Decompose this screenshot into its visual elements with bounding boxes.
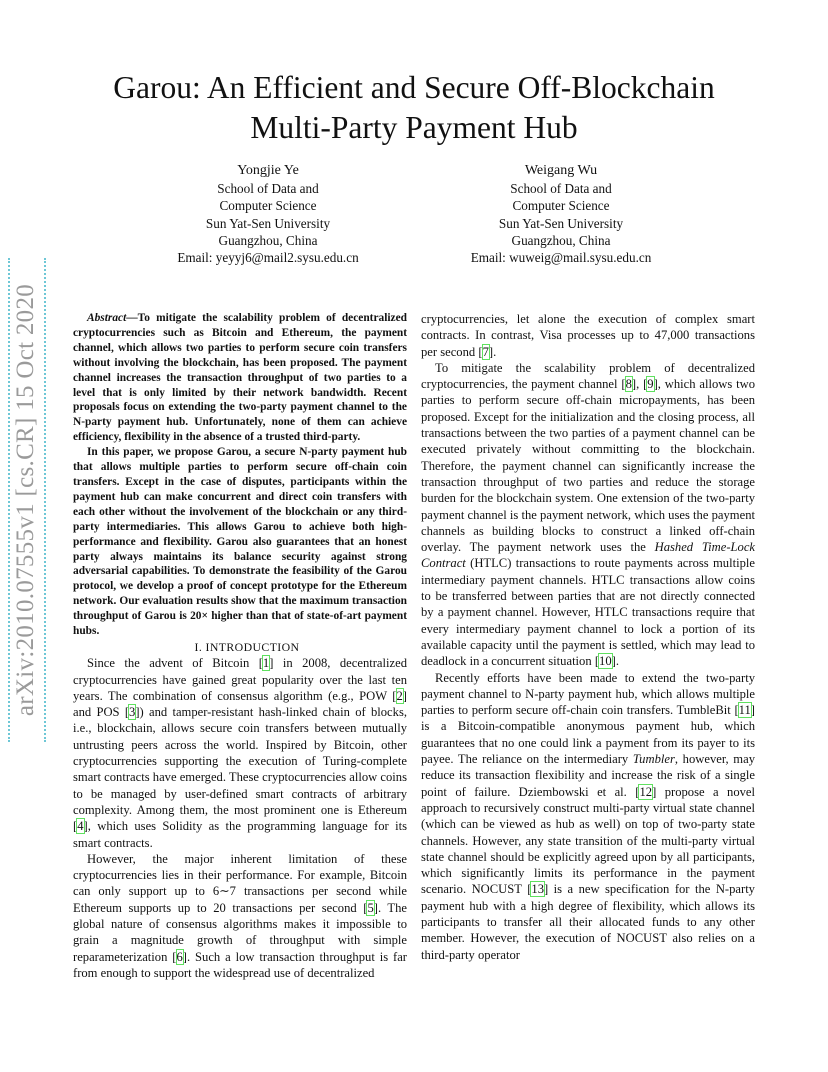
citation-number: 5 bbox=[367, 900, 374, 915]
author-name: Weigang Wu bbox=[524, 163, 598, 178]
intro-paragraph-3 bbox=[421, 311, 755, 360]
text-run: Recently efforts have been made to extend the two-party payment channel to N-party payment hub, which allows multiple parties to perform secure off-chain coin transfers. TumbleBit bbox=[421, 670, 755, 718]
text-run: and POS bbox=[73, 705, 125, 720]
section-heading-introduction: I. INTRODUCTION bbox=[194, 639, 300, 654]
citation-link[interactable] bbox=[734, 703, 755, 717]
emphasis-term: Tumbler bbox=[632, 752, 675, 767]
text-run: , bbox=[636, 377, 644, 392]
author-dept-line-1: School of Data and bbox=[510, 181, 612, 197]
title-line-2: Multi-Party Payment Hub bbox=[250, 110, 578, 145]
author-block-2 bbox=[421, 162, 701, 266]
citation-link[interactable] bbox=[73, 819, 88, 833]
text-run: (HTLC) transactions to route payments across multiple intermediary payment channels. HTLC transactions allow coins to be transferred between parties that are not directly connected by a payment channel. However, HTLC transactions require that every intermediary payment channel to lock a portion of its available capacity until the payment is settled, which may lead to deadlock in a concurrent situation bbox=[421, 556, 755, 669]
citation-link[interactable] bbox=[125, 705, 140, 719]
citation-number: 6 bbox=[176, 949, 183, 964]
title-line-1: Garou: An Efficient and Secure Off-Blockchain bbox=[113, 70, 715, 105]
abstract-label: Abstract bbox=[87, 312, 127, 324]
text-run: , which uses Solidity as the programming language for its smart contracts. bbox=[73, 819, 407, 850]
text-run: . Such a low transaction throughput is far from enough to support the widespread use of decentralized bbox=[73, 949, 407, 980]
citation-number: 4 bbox=[77, 819, 84, 834]
author-university: Sun Yat-Sen University bbox=[205, 215, 331, 231]
emphasis-term: Hashed Time-Lock Contract bbox=[421, 540, 755, 571]
left-column bbox=[73, 311, 407, 981]
citation-link[interactable] bbox=[363, 901, 378, 915]
citation-number: 11 bbox=[738, 703, 751, 718]
author-dept-line-2: Computer Science bbox=[219, 198, 317, 214]
citation-number: 12 bbox=[639, 784, 653, 799]
author-dept-line-2: Computer Science bbox=[512, 198, 610, 214]
text-run: is a Bitcoin-compatible anonymous payment hub, which guarantees that no one could link a payment from its payer to its payee. The reliance on the intermediary bbox=[421, 719, 755, 767]
text-run: . bbox=[615, 654, 619, 669]
text-run: . bbox=[493, 344, 497, 359]
right-column bbox=[421, 311, 755, 963]
text-run: propose a novel approach to recursively construct multi-party virtual state channel (which can be viewed as hub as well) on top of two-party state channels. However, any state transition of the multi-party virtual state channel should be explicitly agreed upon by all participants, which significantly limits its performance in the payment scenario. NOCUST bbox=[421, 784, 756, 897]
abstract-paragraph-1 bbox=[73, 311, 407, 445]
intro-paragraph-2 bbox=[73, 851, 407, 981]
citation-link[interactable] bbox=[621, 377, 636, 391]
arxiv-stamp bbox=[0, 250, 52, 750]
citation-link[interactable] bbox=[259, 656, 274, 670]
citation-number: 3 bbox=[129, 705, 136, 720]
citation-link[interactable] bbox=[392, 689, 407, 703]
citation-link[interactable] bbox=[172, 950, 187, 964]
citation-number: 10 bbox=[599, 654, 612, 669]
intro-paragraph-1 bbox=[73, 655, 407, 851]
author-name: Yongjie Ye bbox=[237, 163, 299, 178]
text-run: is a new specification for the N-party payment hub with a high degree of flexibility, which allows its participants to transfer all their allocated funds to any other member. However, the execution of NOCUST also relies on a third-party operator bbox=[421, 882, 755, 962]
citation-number: 2 bbox=[396, 688, 403, 703]
author-city: Guangzhou, China bbox=[511, 232, 611, 248]
text-run: in 2008, decentralized cryptocurrencies have gained great popularity over the last ten years. The combination of consensus algorithm (e.g., POW bbox=[73, 656, 407, 703]
intro-paragraph-4 bbox=[421, 360, 755, 670]
text-run: . The global nature of consensus algorithms makes it impossible to grain a magnitude growth of throughput with simple reparameterization bbox=[73, 900, 407, 964]
abstract-text-1: —To mitigate the scalability problem of decentralized cryptocurrencies such as Bitcoin and Ethereum, the payment channel, which allows two parties to perform secure coin transfers without involving the blockchain, has been proposed. The payment channel increases the transaction throughput of two parties to a level that is only limited by their network bandwidth. Recent proposals focus on extending the two-party payment channel to the N-party payment hub. Unfortunately, none of them can achieve efficiency, flexibility in the absence of a trusted third-party. bbox=[73, 312, 407, 444]
paper-title bbox=[60, 68, 768, 148]
citation-number: 7 bbox=[482, 344, 489, 359]
abstract-paragraph-2 bbox=[73, 445, 407, 639]
citation-link[interactable] bbox=[643, 377, 658, 391]
author-city: Guangzhou, China bbox=[218, 232, 318, 248]
citation-number: 8 bbox=[625, 377, 632, 392]
text-run: Since the advent of Bitcoin bbox=[87, 656, 259, 671]
citation-link[interactable] bbox=[595, 654, 616, 668]
arxiv-stamp-text[interactable]: arXiv:2010.07555v1 [cs.CR] 15 Oct 2020 bbox=[12, 283, 39, 717]
text-run: , which allows two parties to perform secure off-chain micropayments, has been proposed. Except for the initialization and the closing process, all transactions between the two parties of a payment channel can be executed privately without committing to the blockchain. Therefore, the payment channel can significantly increase the transaction throughput of two parties and reduce the storage burden for the blockchain system. One extension of the two-party payment channel is the payment network, which uses the payment channels as building blocks to construct a linked off-chain overlay. The payment network uses the bbox=[421, 377, 755, 555]
citation-link[interactable] bbox=[478, 345, 493, 359]
intro-paragraph-5 bbox=[421, 670, 755, 963]
author-email: Email: wuweig@mail.sysu.edu.cn bbox=[470, 250, 652, 266]
text-run: , however, may reduce its transaction flexibility and increase the risk of a single point of failure. Dziembowski et al. bbox=[421, 752, 755, 799]
abstract-text-2: In this paper, we propose Garou, a secure N-party payment hub that allows multiple parties to perform secure off-chain coin transfers. Except in the case of disputes, participants within the payment hub can make concurrent and direct coin transfers with each other without the involvement of the blockchain or any third-party intermediaries. This allows Garou to achieve both high-performance and flexibility. Garou also guarantees that an honest party always maintains its balance security against strong adversarial capabilities. To demonstrate the feasibility of the Garou protocol, we develop a proof of concept prototype for the Ethereum network. Our evaluation results show that the maximum transaction throughput of Garou is 20× higher than that of state-of-art payment hubs. bbox=[73, 446, 407, 638]
citation-number: 13 bbox=[531, 882, 544, 897]
citation-link[interactable] bbox=[635, 785, 656, 799]
text-run: cryptocurrencies, let alone the execution of complex smart contracts. In contrast, Visa processes up to 47,000 transactions per second bbox=[421, 312, 755, 359]
author-university: Sun Yat-Sen University bbox=[498, 215, 624, 231]
text-run: However, the major inherent limitation of these cryptocurrencies lies in their performance. For example, Bitcoin can only support up to 6∼7 transactions per second while Ethereum supports up to 20 transactions per second bbox=[73, 851, 407, 915]
author-dept-line-1: School of Data and bbox=[217, 181, 319, 197]
author-email: Email: yeyyj6@mail2.sysu.edu.cn bbox=[177, 250, 359, 266]
text-run: ) and tamper-resistant hash-linked chain of blocks, i.e., blockchain, allows secure coin transfers between mutually untrusting peers across the world. Inspired by Bitcoin, other cryptocurrencies supporting the execution of Turing-complete smart contracts have emerged. These cryptocurrencies allow coins to be managed by user-defined smart contracts of arbitrary complexity. Among them, the most prominent one is Ethereum bbox=[73, 705, 407, 817]
author-block-1 bbox=[128, 162, 408, 266]
text-run: To mitigate the scalability problem of decentralized cryptocurrencies, the payment channel bbox=[421, 360, 755, 392]
citation-number: 9 bbox=[647, 377, 654, 392]
citation-number: 1 bbox=[262, 656, 270, 671]
citation-link[interactable] bbox=[527, 882, 548, 896]
